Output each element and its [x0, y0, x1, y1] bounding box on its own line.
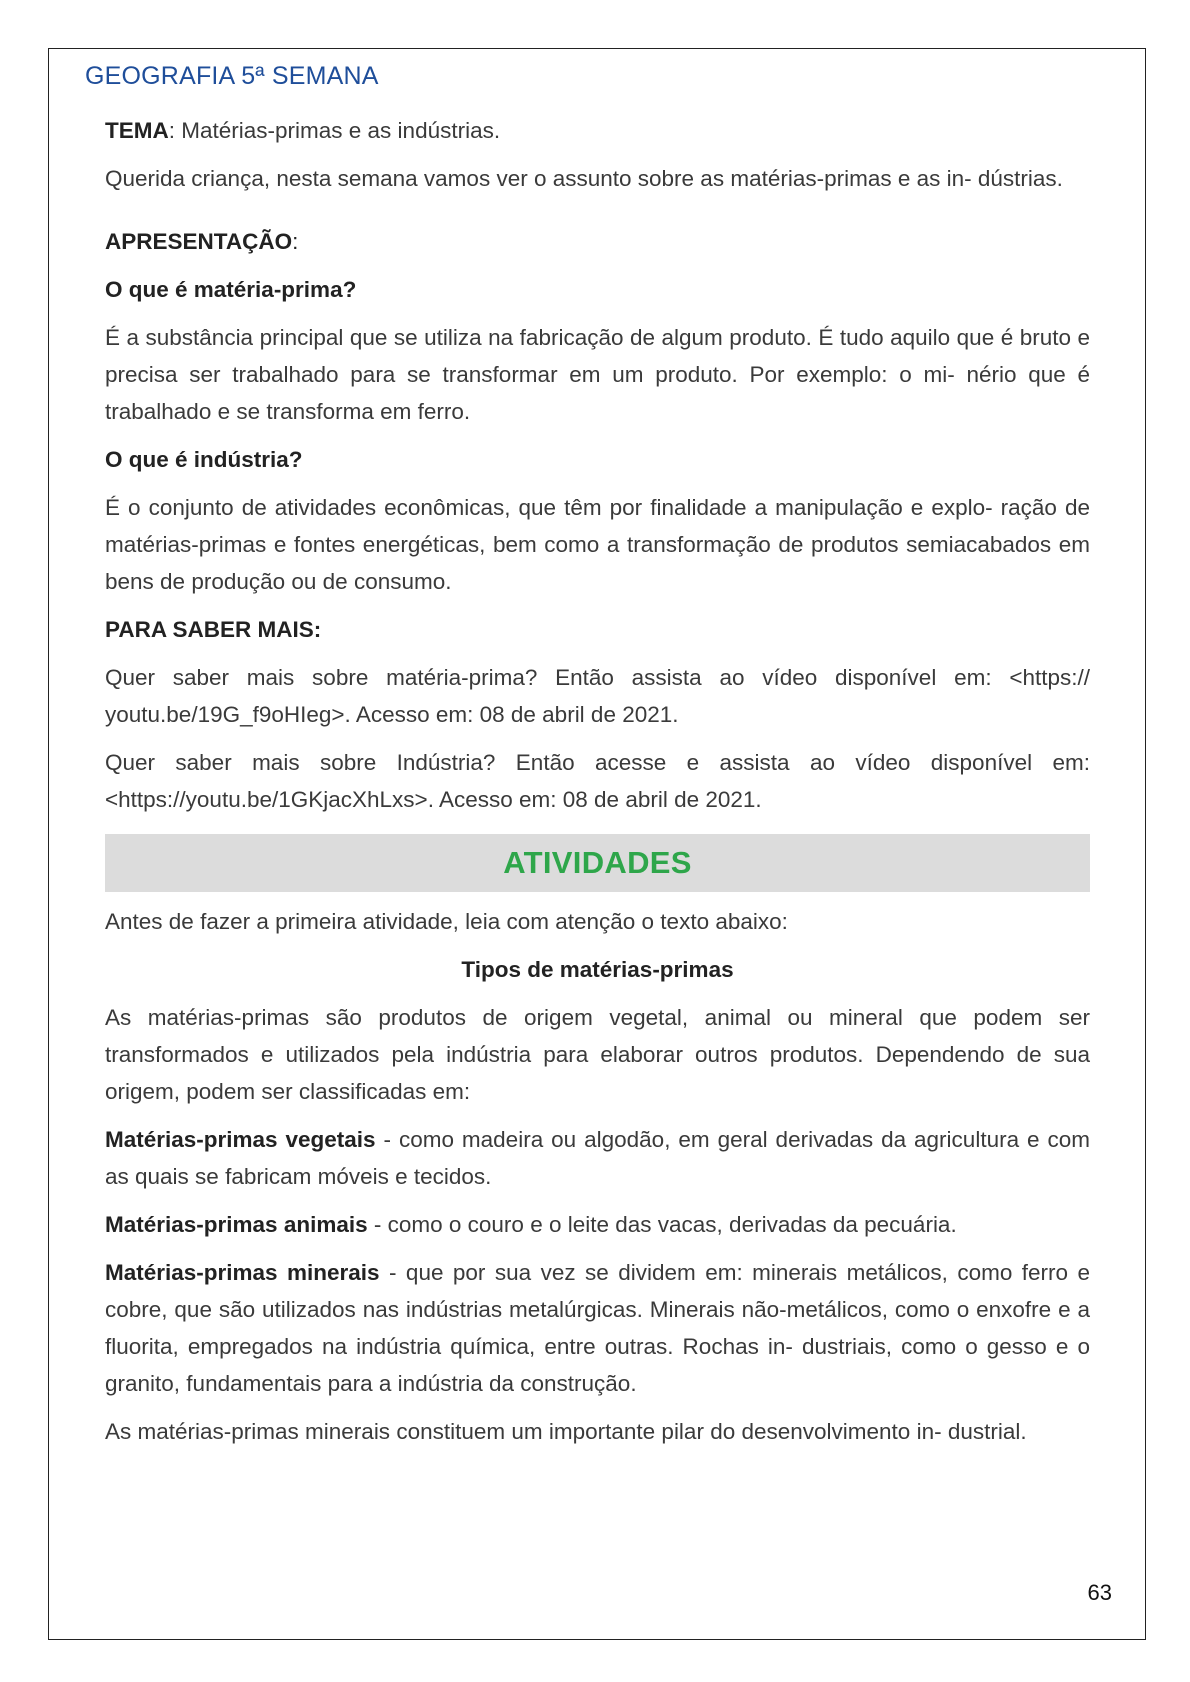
text-title: Tipos de matérias-primas [461, 957, 734, 982]
animais-paragraph [105, 1206, 1090, 1243]
saber-mais-item-1: Quer saber mais sobre matéria-prima? Então assista ao vídeo disponível em: <https:// youtu.be/19G_f9oHIeg>. Acesso em: 08 de abril de 2021. [105, 665, 1090, 727]
minerais-text: - que por sua vez se dividem em: minerais metálicos, como ferro e cobre, que são utilizados nas indústrias metalúrgicas. Minerais não-metálicos, como o enxofre e a fluorita, empregados na indústria química, entre outras. Rochas in- dustriais, como o gesso e o granito, fundamentais para a indústria da construção. [105, 1260, 1090, 1396]
apresentacao-suffix: : [292, 229, 299, 254]
atividades-title: ATIVIDADES [503, 845, 692, 880]
closing-paragraph: As matérias-primas minerais constituem um importante pilar do desenvolvimento in- dustrial. [105, 1419, 1027, 1444]
materia-prima-question: O que é matéria-prima? [105, 277, 357, 302]
animais-label: Matérias-primas animais [105, 1212, 368, 1237]
tema-label: TEMA [105, 118, 169, 143]
vegetais-text: - como madeira ou algodão, em geral derivadas da agricultura e com as quais se fabricam móveis e tecidos. [105, 1127, 1090, 1189]
industria-answer: É o conjunto de atividades econômicas, que têm por finalidade a manipulação e explo- ração de matérias-primas e fontes energéticas, bem como a transformação de produtos semiacabados em bens de produção ou de consumo. [105, 495, 1090, 594]
apresentacao-heading [105, 223, 1090, 260]
vegetais-label: Matérias-primas vegetais [105, 1127, 376, 1152]
industria-question: O que é indústria? [105, 447, 303, 472]
materia-prima-answer: É a substância principal que se utiliza na fabricação de algum produto. É tudo aquilo que é bruto e precisa ser trabalhado para se transformar em um produto. Por exemplo: o mi- nério que é trabalhado e se transforma em ferro. [105, 325, 1090, 424]
page-header: GEOGRAFIA 5ª SEMANA [85, 62, 379, 90]
apresentacao-label: APRESENTAÇÃO [105, 229, 293, 254]
document-body [105, 112, 1090, 1450]
atividades-banner [105, 834, 1090, 892]
animais-text: - como o couro e o leite das vacas, derivadas da pecuária. [367, 1212, 957, 1237]
page-number: 63 [1087, 1580, 1112, 1605]
minerais-label: Matérias-primas minerais [105, 1260, 380, 1285]
tema-text: : Matérias-primas e as indústrias. [168, 118, 501, 143]
saber-mais-heading: PARA SABER MAIS: [105, 617, 322, 642]
vegetais-paragraph [105, 1121, 1090, 1195]
intro-paragraph: Querida criança, nesta semana vamos ver o assunto sobre as matérias-primas e as in- dústrias. [105, 166, 1063, 191]
atividades-instruction: Antes de fazer a primeira atividade, leia com atenção o texto abaixo: [105, 909, 788, 934]
tema-line [105, 112, 1090, 149]
minerais-paragraph [105, 1254, 1090, 1402]
saber-mais-item-2: Quer saber mais sobre Indústria? Então acesse e assista ao vídeo disponível em: <https://youtu.be/1GKjacXhLxs>. Acesso em: 08 de abril de 2021. [105, 750, 1090, 812]
tipos-paragraph: As matérias-primas são produtos de origem vegetal, animal ou mineral que podem ser transformados e utilizados pela indústria para elaborar outros produtos. Dependendo de sua origem, podem ser classificadas em: [105, 1005, 1090, 1104]
